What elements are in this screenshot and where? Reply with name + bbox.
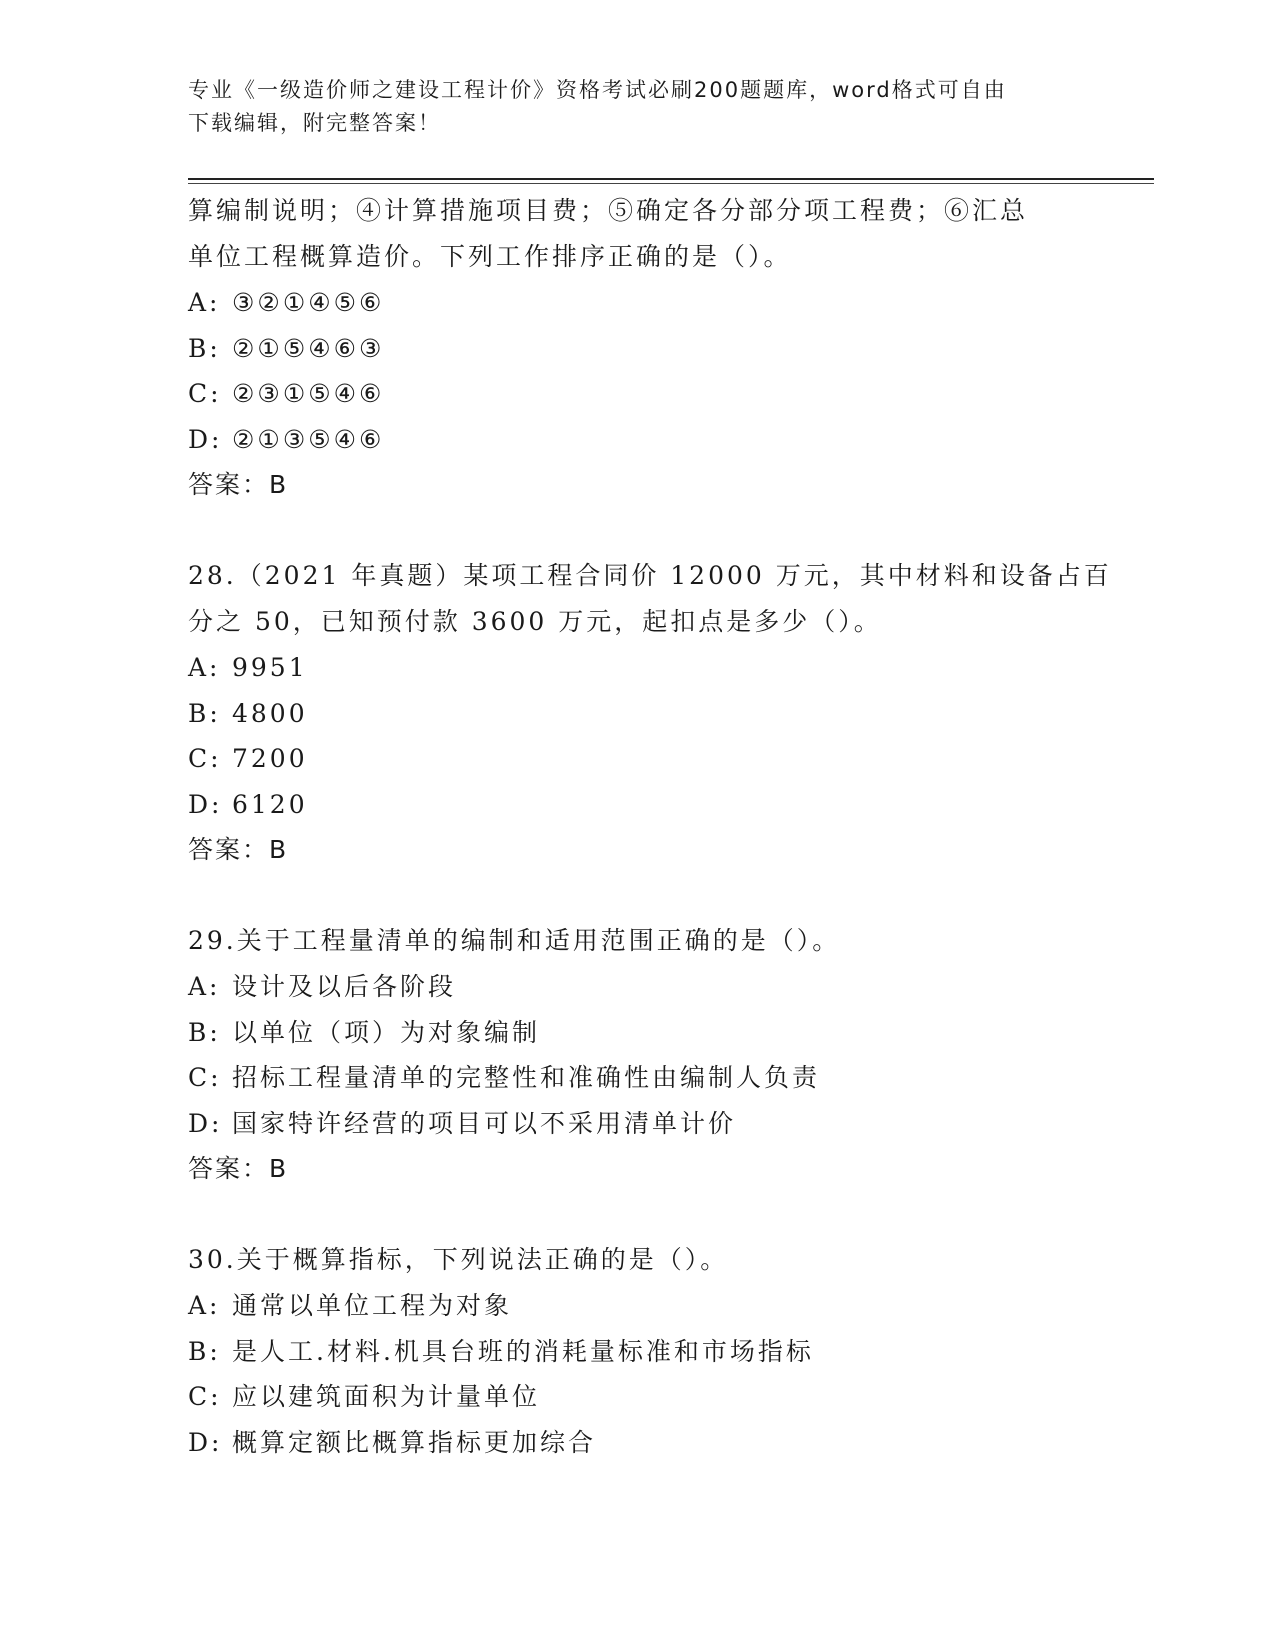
option-key: C: xyxy=(188,1063,222,1092)
option-text: 6120 xyxy=(232,789,308,819)
answer-line: 答案：B xyxy=(188,470,289,499)
option-text: ②①③⑤④⑥ xyxy=(232,424,385,454)
question-28 xyxy=(188,553,1148,872)
option-text: ②③①⑤④⑥ xyxy=(232,379,385,408)
question-stem-line: 30.关于概算指标，下列说法正确的是（）。 xyxy=(188,1245,729,1274)
option-text: ②①⑤④⑥③ xyxy=(232,333,385,363)
header-line-1: 专业《一级造价师之建设工程计价》资格考试必刷200题题库，word格式可自由 xyxy=(188,78,1007,102)
option-c xyxy=(188,1374,1148,1420)
option-text: 招标工程量清单的完整性和准确性由编制人负责 xyxy=(232,1063,821,1092)
option-c xyxy=(188,736,1148,782)
header-line-2: 下载编辑，附完整答案！ xyxy=(188,111,441,135)
header-divider-thin xyxy=(188,183,1154,184)
option-key: A: xyxy=(188,653,221,682)
option-text: 以单位（项）为对象编制 xyxy=(232,1017,541,1047)
question-spacer xyxy=(188,872,1148,918)
option-c xyxy=(188,1055,1148,1101)
option-key: A: xyxy=(188,1291,221,1320)
option-d xyxy=(188,1420,1148,1466)
question-stem-line: 分之 50，已知预付款 3600 万元，起扣点是多少（）。 xyxy=(188,607,882,636)
option-key: D: xyxy=(188,789,223,819)
option-c xyxy=(188,371,1148,417)
question-spacer xyxy=(188,1191,1148,1237)
document-header xyxy=(188,74,1108,140)
question-list xyxy=(188,188,1148,1465)
option-a xyxy=(188,645,1148,691)
option-b xyxy=(188,691,1148,737)
option-b xyxy=(188,1329,1148,1375)
option-key: D: xyxy=(188,1108,223,1138)
option-key: B: xyxy=(188,1017,221,1047)
option-d xyxy=(188,782,1148,828)
option-key: B: xyxy=(188,1336,221,1366)
question-stem-line: 算编制说明；④计算措施项目费；⑤确定各分部分项工程费；⑥汇总 xyxy=(188,196,1029,225)
option-key: D: xyxy=(188,424,223,454)
option-d xyxy=(188,1101,1148,1147)
question-stem-line: 28.（2021 年真题）某项工程合同价 12000 万元，其中材料和设备占百 xyxy=(188,561,1112,590)
question-continued xyxy=(188,188,1148,507)
question-spacer xyxy=(188,507,1148,553)
option-a xyxy=(188,280,1148,326)
option-key: C: xyxy=(188,379,222,408)
question-29 xyxy=(188,918,1148,1191)
question-stem-line: 单位工程概算造价。下列工作排序正确的是（）。 xyxy=(188,242,792,271)
question-stem-line: 29.关于工程量清单的编制和适用范围正确的是（）。 xyxy=(188,926,841,955)
option-text: 7200 xyxy=(232,744,308,773)
option-text: 国家特许经营的项目可以不采用清单计价 xyxy=(232,1108,737,1138)
option-text: 4800 xyxy=(232,698,308,728)
option-key: B: xyxy=(188,698,221,728)
option-text: 设计及以后各阶段 xyxy=(232,972,457,1001)
option-a xyxy=(188,1283,1148,1329)
question-30 xyxy=(188,1237,1148,1465)
option-key: B: xyxy=(188,333,221,363)
option-b xyxy=(188,326,1148,372)
option-text: 9951 xyxy=(232,653,308,682)
option-d xyxy=(188,417,1148,463)
option-b xyxy=(188,1010,1148,1056)
header-divider-thick xyxy=(188,178,1154,180)
option-text: 概算定额比概算指标更加综合 xyxy=(232,1427,597,1457)
option-key: C: xyxy=(188,1382,222,1411)
option-text: 应以建筑面积为计量单位 xyxy=(232,1382,541,1411)
option-key: A: xyxy=(188,288,221,317)
option-text: 是人工.材料.机具台班的消耗量标准和市场指标 xyxy=(232,1336,814,1366)
option-a xyxy=(188,964,1148,1010)
answer-line: 答案：B xyxy=(188,1154,289,1183)
option-key: C: xyxy=(188,744,222,773)
option-text: 通常以单位工程为对象 xyxy=(232,1291,513,1320)
option-key: D: xyxy=(188,1427,223,1457)
answer-line: 答案：B xyxy=(188,835,289,864)
option-key: A: xyxy=(188,972,221,1001)
option-text: ③②①④⑤⑥ xyxy=(232,288,385,317)
